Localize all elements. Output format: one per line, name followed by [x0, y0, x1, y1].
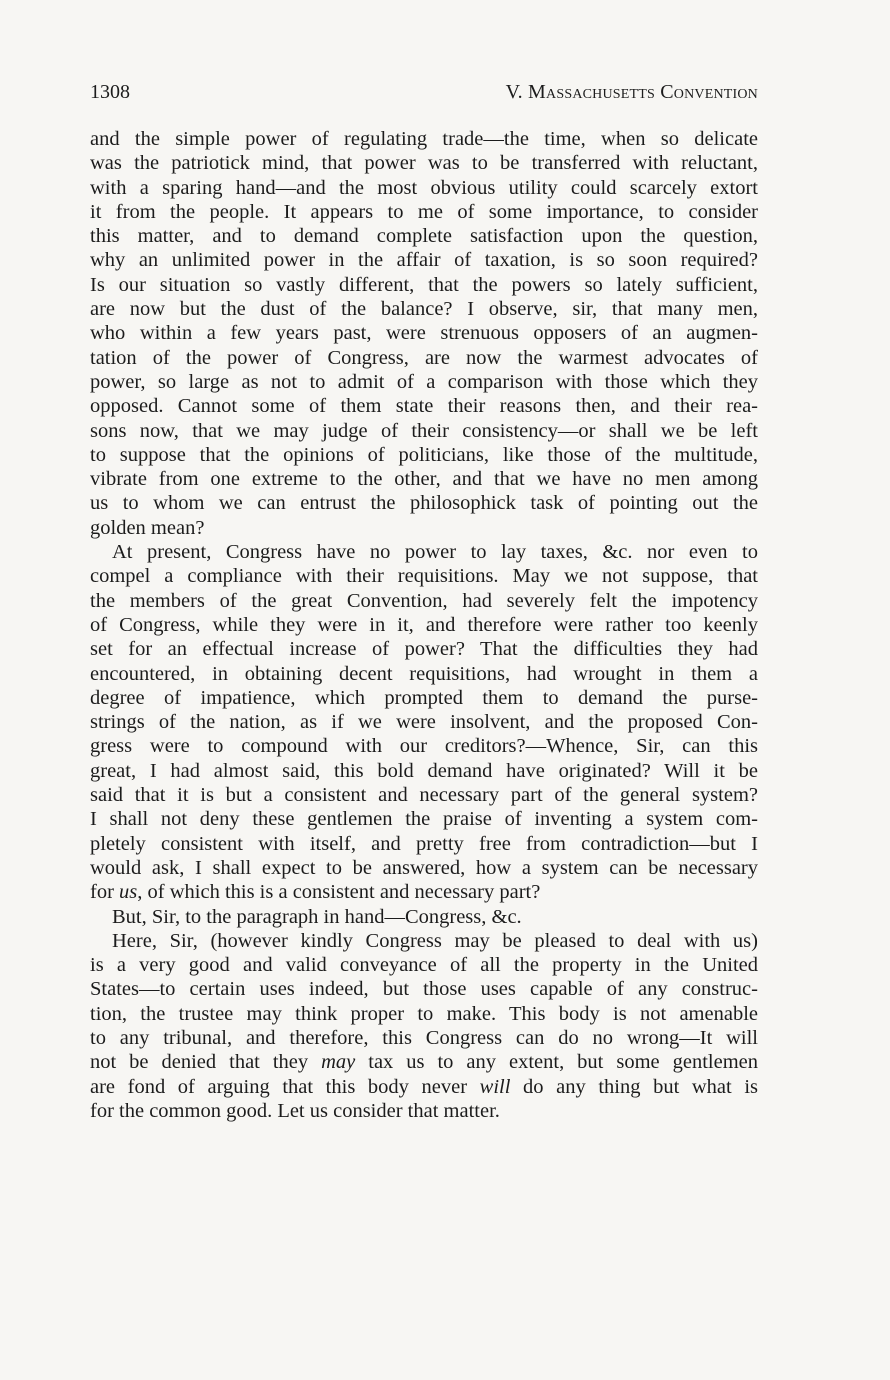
text-line: this matter, and to demand complete satisfaction upon the question, — [90, 225, 758, 248]
italic-word: us — [119, 881, 138, 904]
text-line: power, so large as not to admit of a comparison with those which they — [90, 370, 758, 393]
text-run: for — [90, 881, 120, 904]
text-run: tax us to any extent, but some gentlemen — [355, 1051, 758, 1074]
text-line: to any tribunal, and therefore, this Congress can do no wrong—It will — [90, 1026, 758, 1049]
text-line: tation of the power of Congress, are now the warmest advocates of — [90, 346, 758, 369]
text-line: golden mean? — [90, 516, 205, 539]
text-line: I shall not deny these gentlemen the praise of inventing a system com- — [90, 808, 758, 831]
text-run: , of which this is a consistent and necessary part? — [137, 881, 541, 904]
text-line: with a sparing hand—and the most obvious utility could scarcely extort — [90, 176, 758, 199]
text-line: tion, the trustee may think proper to make. This body is not amenable — [90, 1002, 758, 1025]
running-head — [90, 77, 758, 107]
text-line: who within a few years past, were strenuous opposers of an augmen- — [90, 322, 758, 345]
text-line: are now but the dust of the balance? I observe, sir, that many men, — [90, 298, 758, 321]
text-line: set for an effectual increase of power? That the difficulties they had — [90, 638, 758, 661]
body-text — [90, 127, 758, 1123]
text-line: compel a compliance with their requisitions. May we not suppose, that — [90, 565, 758, 588]
italic-word: will — [479, 1075, 511, 1098]
text-line: us to whom we can entrust the philosophick task of pointing out the — [90, 492, 758, 515]
text-line — [90, 1050, 758, 1074]
text-line: it from the people. It appears to me of some importance, to consider — [90, 200, 758, 223]
text-line: is a very good and valid conveyance of all the property in the United — [90, 954, 758, 977]
text-line — [90, 880, 758, 904]
text-line: and the simple power of regulating trade—the time, when so delicate — [90, 128, 758, 150]
text-line: strings of the nation, as if we were insolvent, and the proposed Con- — [90, 711, 758, 734]
text-run: are fond of arguing that this body never — [90, 1075, 480, 1098]
text-line: degree of impatience, which prompted them to demand the purse- — [90, 686, 758, 709]
text-line: vibrate from one extreme to the other, and that we have no men among — [90, 468, 758, 491]
text-line — [90, 1075, 758, 1099]
text-line: Here, Sir, (however kindly Congress may be pleased to deal with us) — [112, 929, 758, 952]
text-line: was the patriotick mind, that power was to be transferred with reluctant, — [90, 152, 758, 175]
text-line: opposed. Cannot some of them state their reasons then, and their rea- — [90, 395, 758, 418]
text-line: sons now, that we may judge of their consistency—or shall we be left — [90, 419, 758, 442]
text-line: would ask, I shall expect to be answered, how a system can be necessary — [90, 856, 758, 879]
text-run: not be denied that they — [90, 1051, 322, 1074]
text-line: the members of the great Convention, had severely felt the impotency — [90, 589, 758, 612]
text-run: do any thing but what is — [510, 1075, 759, 1098]
text-line: great, I had almost said, this bold demand have originated? Will it be — [90, 759, 758, 782]
text-line: Is our situation so vastly different, that the powers so lately sufficient, — [90, 273, 758, 296]
italic-word: may — [321, 1051, 356, 1074]
text-line: At present, Congress have no power to lay taxes, &c. nor even to — [112, 541, 758, 564]
text-line: for the common good. Let us consider that matter. — [90, 1099, 500, 1122]
section-title: V. Massachusetts Convention — [505, 81, 758, 103]
text-line: pletely consistent with itself, and pretty free from contradiction—but I — [90, 832, 758, 855]
page-number: 1308 — [90, 81, 130, 103]
text-line: But, Sir, to the paragraph in hand—Congress, &c. — [112, 905, 522, 928]
text-line: States—to certain uses indeed, but those uses capable of any construc- — [90, 978, 758, 1001]
text-line: encountered, in obtaining decent requisitions, had wrought in them a — [90, 662, 758, 685]
text-line: gress were to compound with our creditors?—Whence, Sir, can this — [90, 735, 758, 758]
text-line: of Congress, while they were in it, and therefore were rather too keenly — [90, 613, 758, 636]
text-line: why an unlimited power in the affair of taxation, is so soon required? — [90, 249, 758, 272]
text-line: said that it is but a consistent and necessary part of the general system? — [90, 784, 758, 807]
text-line: to suppose that the opinions of politicians, like those of the multitude, — [90, 443, 758, 466]
